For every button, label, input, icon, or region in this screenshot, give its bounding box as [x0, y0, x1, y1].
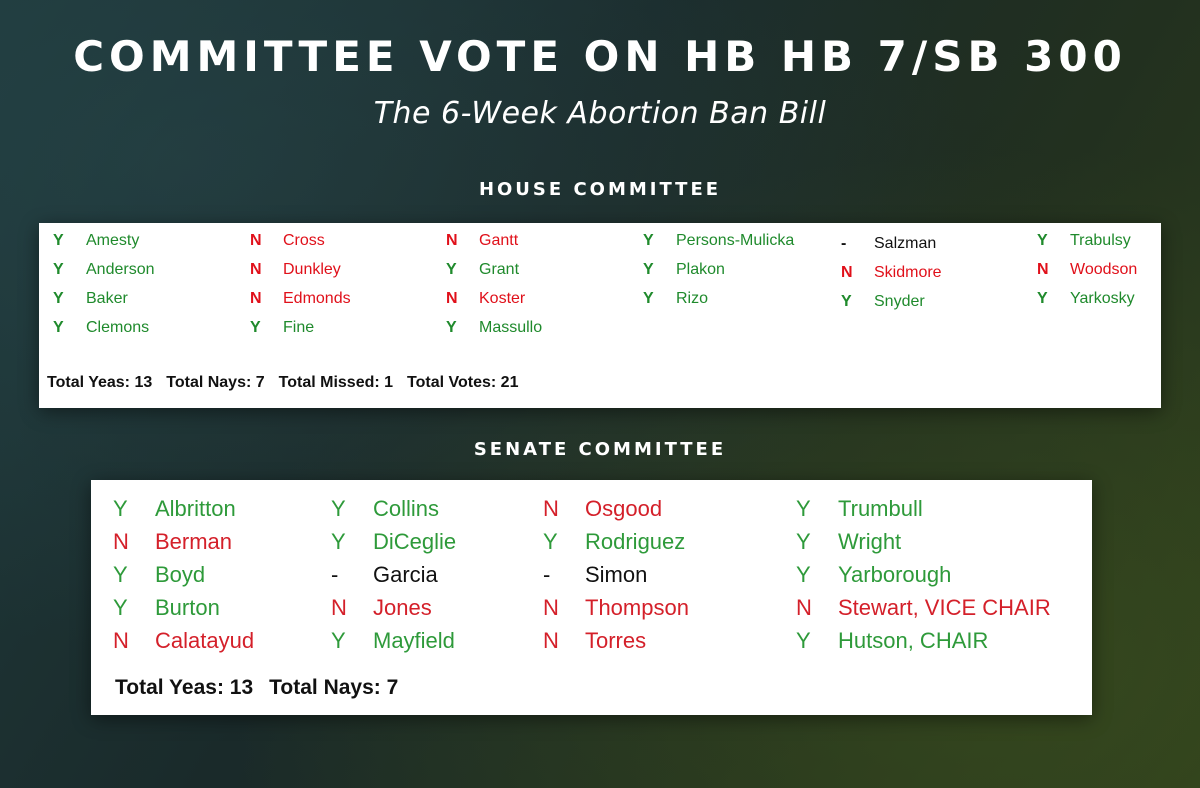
member-name: Boyd	[155, 562, 206, 587]
member-name: Trabulsy	[1070, 232, 1131, 249]
member-name: Gantt	[479, 232, 519, 249]
member-name: Osgood	[585, 496, 663, 521]
member-name: Baker	[86, 290, 128, 307]
senate-committee-heading: SENATE COMMITTEE	[473, 439, 727, 460]
member-name: Jones	[373, 595, 432, 620]
vote-mark: N	[446, 232, 458, 249]
member-name: Koster	[479, 290, 526, 307]
member-name: Snyder	[874, 293, 925, 310]
member-name: Burton	[155, 595, 220, 620]
vote-mark: N	[446, 290, 458, 307]
member-name: Torres	[585, 628, 647, 653]
house-totals	[47, 374, 532, 392]
member-name: Clemons	[86, 319, 150, 336]
vote-mark: N	[543, 628, 559, 653]
vote-mark: Y	[643, 232, 654, 249]
vote-mark: Y	[643, 290, 654, 307]
member-name: Grant	[479, 261, 520, 278]
senate-total-item: Total Yeas: 13	[115, 676, 254, 699]
member-name: Rodriguez	[585, 529, 686, 554]
house-total-item: Total Votes: 21	[407, 374, 519, 391]
page-subtitle: The 6-Week Abortion Ban Bill	[373, 96, 827, 131]
house-vote-panel	[39, 223, 1161, 408]
vote-mark: N	[113, 628, 129, 653]
house-total-item: Total Yeas: 13	[47, 374, 153, 391]
member-name: Mayfield	[373, 628, 455, 653]
member-name: Massullo	[479, 319, 543, 336]
vote-mark: Y	[543, 529, 558, 554]
member-name: Hutson, CHAIR	[838, 628, 989, 653]
house-total-item: Total Missed: 1	[278, 374, 394, 391]
member-name: Collins	[373, 496, 440, 521]
senate-vote-panel	[91, 480, 1092, 715]
vote-mark: Y	[113, 496, 128, 521]
member-name: Yarborough	[838, 562, 952, 587]
vote-mark: Y	[796, 628, 811, 653]
member-name: Anderson	[86, 261, 155, 278]
member-name: Calatayud	[155, 628, 255, 653]
vote-mark: N	[841, 264, 853, 281]
vote-mark: Y	[643, 261, 654, 278]
vote-mark: Y	[446, 319, 457, 336]
vote-mark: Y	[331, 496, 346, 521]
vote-mark: Y	[53, 232, 64, 249]
vote-mark: -	[331, 562, 339, 587]
vote-mark: N	[543, 496, 559, 521]
member-name: DiCeglie	[373, 529, 457, 554]
vote-mark: N	[543, 595, 559, 620]
member-name: Skidmore	[874, 264, 942, 281]
member-name: Rizo	[676, 290, 709, 307]
member-name: Cross	[283, 232, 325, 249]
vote-mark: N	[250, 290, 262, 307]
vote-mark: N	[796, 595, 812, 620]
house-total-item: Total Nays: 7	[166, 374, 265, 391]
vote-mark: -	[543, 562, 551, 587]
member-name: Plakon	[676, 261, 725, 278]
vote-mark: Y	[796, 562, 811, 587]
member-name: Stewart, VICE CHAIR	[838, 595, 1051, 620]
member-name: Persons-Mulicka	[676, 232, 795, 249]
member-name: Edmonds	[283, 290, 351, 307]
member-name: Woodson	[1070, 261, 1138, 278]
vote-mark: N	[1037, 261, 1049, 278]
senate-total-item: Total Nays: 7	[269, 676, 399, 699]
member-name: Fine	[283, 319, 315, 336]
vote-mark: N	[331, 595, 347, 620]
vote-mark: Y	[53, 319, 64, 336]
house-committee-heading: HOUSE COMMITTEE	[478, 179, 722, 200]
vote-mark: -	[841, 235, 847, 252]
vote-mark: Y	[331, 628, 346, 653]
member-name: Albritton	[155, 496, 236, 521]
vote-mark: Y	[1037, 290, 1048, 307]
member-name: Yarkosky	[1070, 290, 1135, 307]
vote-mark: N	[250, 232, 262, 249]
member-name: Garcia	[373, 562, 438, 587]
vote-mark: Y	[53, 290, 64, 307]
vote-mark: Y	[331, 529, 346, 554]
member-name: Berman	[155, 529, 233, 554]
vote-mark: Y	[113, 595, 128, 620]
vote-mark: Y	[1037, 232, 1048, 249]
member-name: Dunkley	[283, 261, 341, 278]
member-name: Simon	[585, 562, 648, 587]
vote-mark: Y	[250, 319, 261, 336]
vote-mark: N	[250, 261, 262, 278]
vote-mark: Y	[841, 293, 852, 310]
member-name: Trumbull	[838, 496, 923, 521]
member-name: Wright	[838, 529, 902, 554]
member-name: Thompson	[585, 595, 689, 620]
vote-mark: Y	[446, 261, 457, 278]
member-name: Salzman	[874, 235, 937, 252]
vote-mark: Y	[53, 261, 64, 278]
vote-mark: N	[113, 529, 129, 554]
vote-mark: Y	[113, 562, 128, 587]
vote-mark: Y	[796, 496, 811, 521]
vote-mark: Y	[796, 529, 811, 554]
member-name: Amesty	[86, 232, 140, 249]
page-title: COMMITTEE VOTE ON HB HB 7/SB 300	[73, 32, 1127, 81]
senate-totals	[115, 676, 414, 700]
